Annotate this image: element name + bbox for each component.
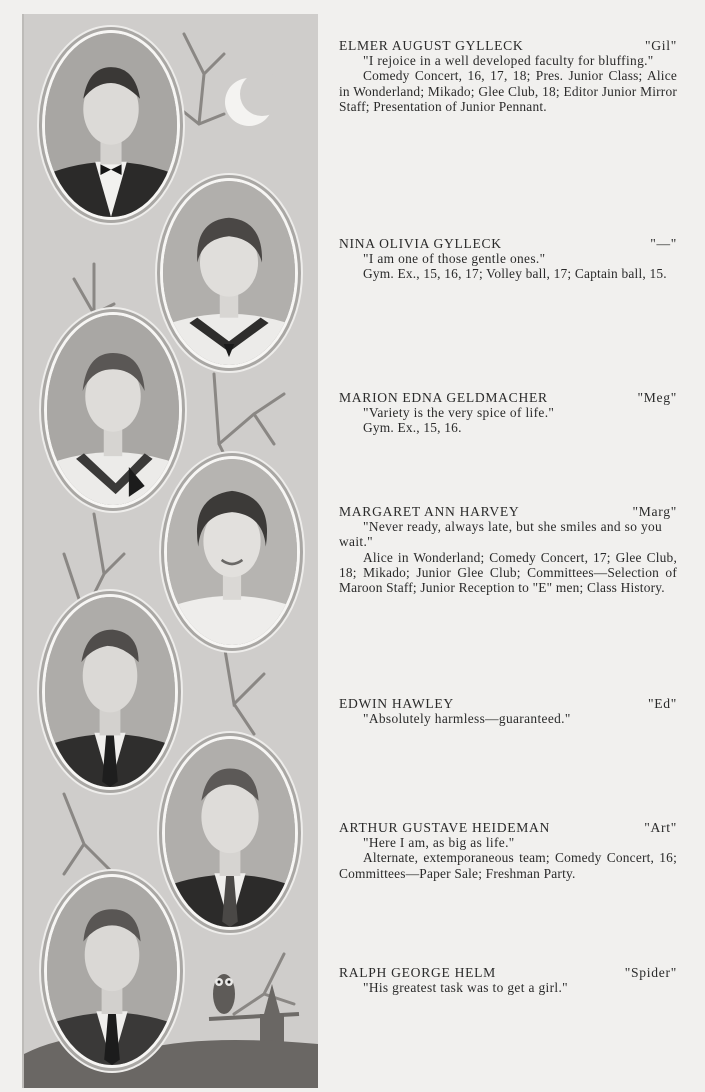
portrait-panel — [22, 14, 318, 1088]
portrait-1 — [42, 30, 180, 220]
portrait-4 — [164, 456, 300, 648]
nickname: "Marg" — [632, 504, 677, 519]
man-bowtie-portrait — [45, 33, 177, 217]
student-name: MARION EDNA GELDMACHER — [339, 390, 548, 405]
man-tie-portrait — [45, 597, 175, 787]
portrait-2 — [160, 178, 298, 368]
activities: Alternate, extemporaneous team; Comedy Concert, 16; Committees—Paper Sale; Freshman Party. — [339, 850, 677, 881]
student-name: MARGARET ANN HARVEY — [339, 504, 520, 519]
entry-arthur-heideman — [339, 820, 677, 881]
student-name: NINA OLIVIA GYLLECK — [339, 236, 502, 251]
student-name: ELMER AUGUST GYLLECK — [339, 38, 524, 53]
quote: "Variety is the very spice of life." — [363, 405, 555, 421]
portrait-5 — [42, 594, 178, 790]
activities: Comedy Concert, 16, 17, 18; Pres. Junior Class; Alice in Wonderland; Mikado; Glee Club, 18; Editor Junior Mirror Staff; Presentation of Junior Pennant. — [339, 68, 677, 114]
entry-margaret-harvey — [339, 504, 677, 595]
portrait-3 — [44, 312, 182, 508]
activities: Gym. Ex., 15, 16, 17; Volley ball, 17; Captain ball, 15. — [363, 266, 667, 282]
nickname: "Ed" — [648, 696, 677, 711]
student-name: EDWIN HAWLEY — [339, 696, 454, 711]
crescent-moon-icon — [225, 72, 284, 126]
woman-sailor-portrait — [163, 181, 295, 365]
activities: Gym. Ex., 15, 16. — [363, 420, 462, 436]
quote: "His greatest task was to get a girl." — [363, 980, 568, 996]
owl-icon — [209, 974, 299, 1019]
entry-nina-gylleck — [339, 236, 677, 282]
student-name: ARTHUR GUSTAVE HEIDEMAN — [339, 820, 551, 835]
nickname: "Art" — [644, 820, 677, 835]
nickname: "Meg" — [637, 390, 677, 405]
student-name: RALPH GEORGE HELM — [339, 965, 496, 980]
woman-smiling-portrait — [167, 459, 297, 645]
nickname: "—" — [650, 236, 677, 251]
entry-elmer-gylleck — [339, 38, 677, 114]
nickname: "Gil" — [645, 38, 677, 53]
entry-edwin-hawley — [339, 696, 677, 726]
quote: "I rejoice in a well developed faculty for bluffing." — [363, 53, 654, 69]
quote: "Absolutely harmless—guaranteed." — [363, 711, 571, 727]
activities: Alice in Wonderland; Comedy Concert, 17; Glee Club, 18; Mikado; Junior Glee Club; Committees—Selection of Maroon Staff; Junior Reception to "E" men; Class History. — [339, 549, 677, 596]
entry-marion-geldmacher — [339, 390, 677, 436]
nickname: "Spider" — [624, 965, 677, 980]
woman-sailor-portrait — [47, 315, 179, 505]
quote: "Here I am, as big as life." — [363, 835, 515, 851]
quote: "Never ready, always late, but she smiles and so you wait." — [339, 519, 663, 550]
quote: "I am one of those gentle ones." — [363, 251, 546, 267]
portrait-7 — [44, 874, 180, 1068]
entry-ralph-helm — [339, 965, 677, 995]
man-tie-portrait — [47, 877, 177, 1065]
man-tie-portrait — [165, 739, 295, 927]
portrait-6 — [162, 736, 298, 930]
